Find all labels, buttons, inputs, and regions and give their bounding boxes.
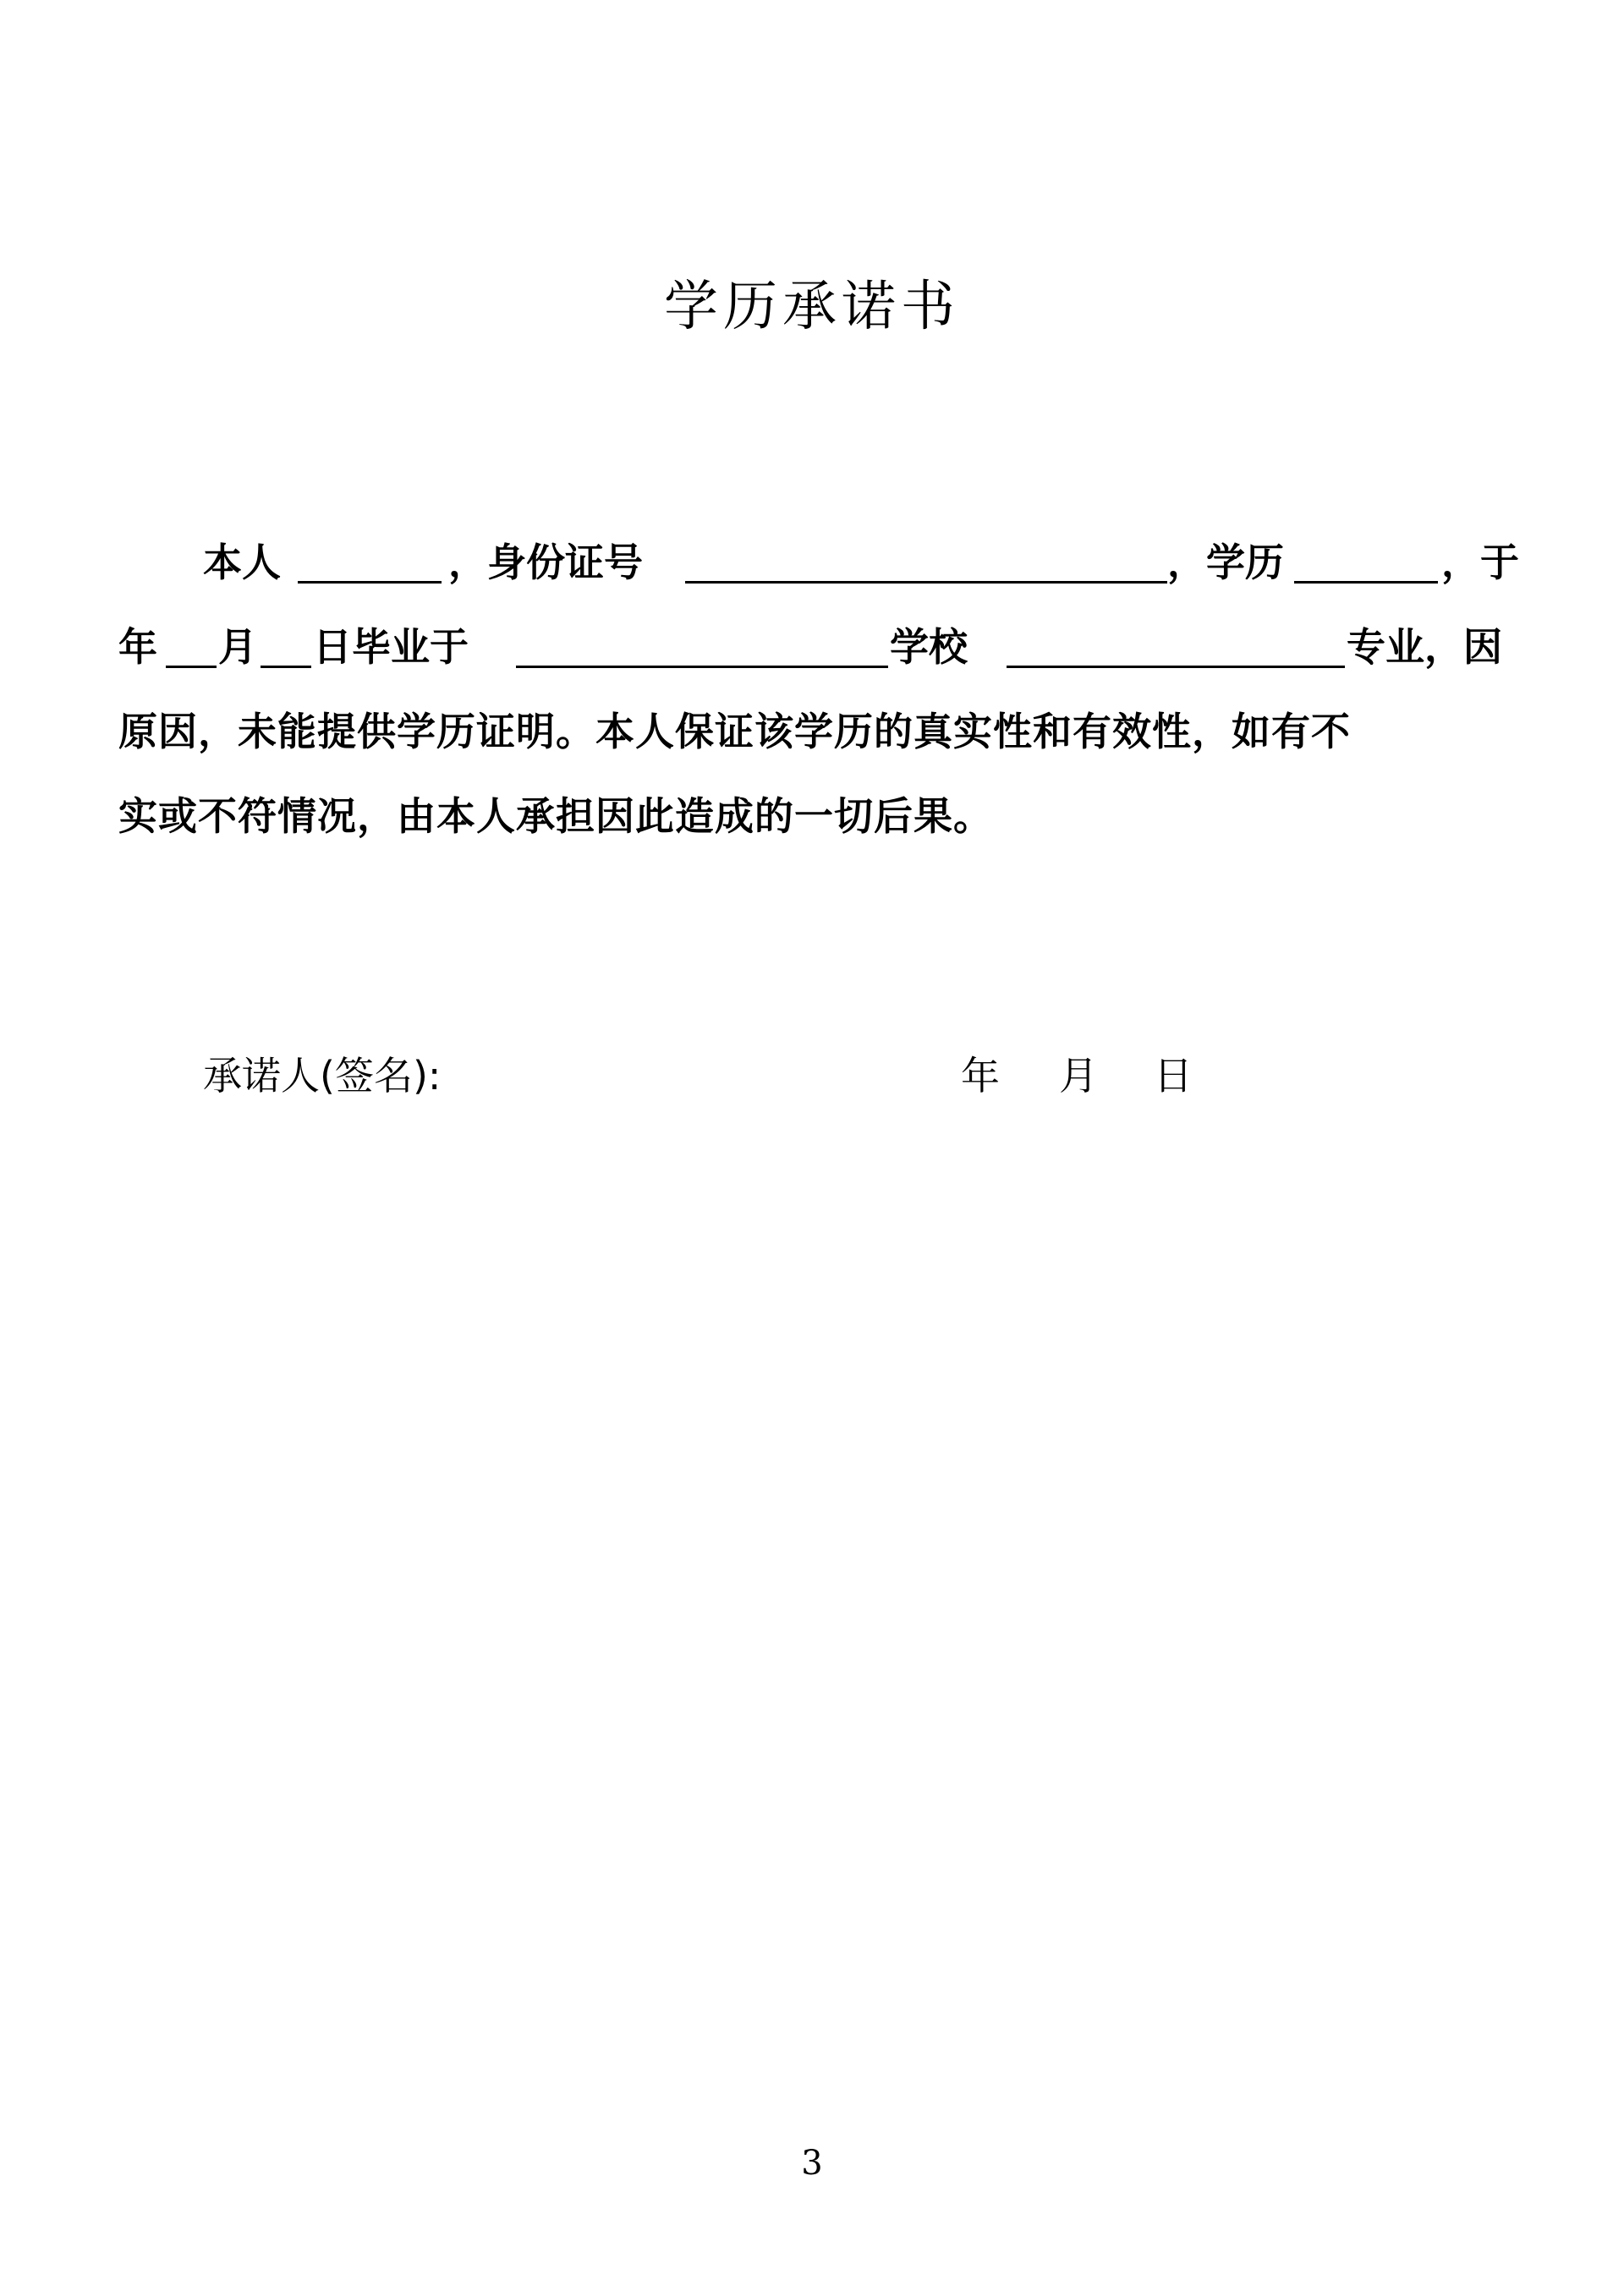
text-ben-ren: 本人	[203, 540, 281, 585]
text-line-3: 原因，未能提供学历证明。本人保证该学历的真实性和有效性，如有不	[118, 709, 1351, 754]
text-major-because: 专业，因	[1347, 624, 1502, 670]
text-education-label: ，学历	[1167, 540, 1284, 585]
blank-education[interactable]	[1294, 581, 1438, 584]
blank-day[interactable]	[261, 666, 311, 668]
signature-day: 日	[1154, 1053, 1193, 1099]
paragraph-line-2	[0, 613, 1624, 681]
paragraph-line-1	[0, 529, 1624, 596]
page-title: 学历承诺书	[664, 276, 960, 338]
text-line-4: 实或不符情况，由本人承担因此造成的一切后果。	[118, 793, 993, 839]
text-year: 年	[118, 624, 157, 670]
blank-major[interactable]	[1007, 666, 1345, 668]
text-yu: ，于	[1441, 540, 1519, 585]
blank-name[interactable]	[298, 581, 442, 584]
signature-month: 月	[1059, 1053, 1098, 1099]
text-month: 月	[218, 624, 257, 670]
signature-label: 承诺人(签名):	[203, 1053, 442, 1099]
paragraph-line-4	[118, 782, 1573, 850]
text-graduated-from: 日毕业于	[313, 624, 469, 670]
signature-year: 年	[961, 1053, 1000, 1099]
text-school: 学校	[890, 624, 968, 670]
blank-school[interactable]	[516, 666, 888, 668]
paragraph-line-3	[118, 698, 1573, 765]
text-id-number-label: ，身份证号	[448, 540, 643, 585]
blank-id-number[interactable]	[685, 581, 1167, 584]
page-number: 3	[801, 2144, 823, 2183]
blank-month[interactable]	[166, 666, 217, 668]
